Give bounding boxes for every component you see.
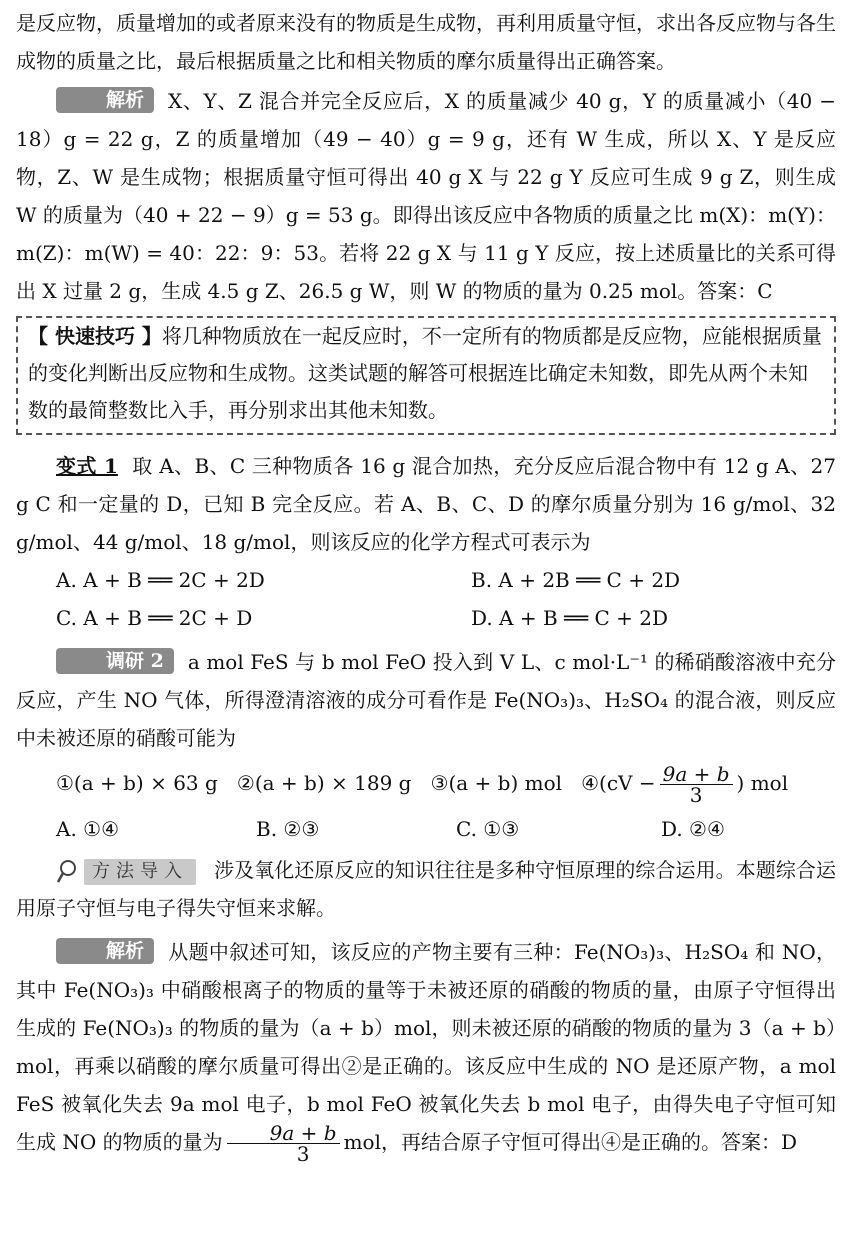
research-2-option-a: A. ①④	[56, 817, 120, 841]
choice-1: ①(a + b) × 63 g	[56, 771, 218, 795]
choice-4	[581, 762, 789, 807]
quick-tip-box	[16, 316, 836, 435]
analysis-2-text-a: 从题中叙述可知，该反应的产物主要有三种：Fe(NO₃)₃、H₂SO₄ 和 NO，其中 Fe(NO₃)₃ 中硝酸根离子的物质的量等于未被还原的硝酸的物质的量，由原子守恒得出生成的 Fe(NO₃)₃ 的物质的量为（a + b）mol，则未被还原的硝酸的物质的量为 3（a + b）mol，再乘以硝酸的摩尔质量可得出②是正确的。该反应中生成的 NO 是还原产物，a mol FeS 被氧化失去 9a mol 电子，b mol FeO 被氧化失去 b mol 电子，由得失电子守恒可知生成 NO 的物质的量为	[16, 940, 836, 1154]
choice-2: ②(a + b) × 189 g	[236, 771, 412, 795]
analysis-1-tag: 解析	[56, 87, 154, 113]
variant-1-option-d: D. A + B ══ C + 2D	[471, 606, 668, 630]
analysis-2-tag: 解析	[56, 938, 154, 964]
variant-1-option-b: B. A + 2B ══ C + 2D	[471, 568, 681, 592]
quick-tip-label: 【 快速技巧 】	[28, 324, 162, 348]
document-page	[16, 0, 836, 1164]
research-2	[16, 643, 836, 757]
variant-1-option-c: C. A + B ══ 2C + D	[56, 606, 253, 630]
method-intro	[16, 851, 836, 927]
choice-4-numerator: 9a + b	[660, 764, 733, 785]
analysis-1	[16, 82, 836, 310]
analysis-1-text: X、Y、Z 混合并完全反应后，X 的质量减少 40 g，Y 的质量减小（40 − 18）g = 22 g，Z 的质量增加（49 − 40）g = 9 g，还有 W 生成，所以 X、Y 是反应物，Z、W 是生成物；根据质量守恒可得出 40 g X 与 22 g Y 反应可生成 9 g Z，则生成 W 的质量为（40 + 22 − 9）g = 53 g。即得出该反应中各物质的质量之比 m(X)：m(Y)：m(Z)：m(W) = 40：22：9：53。若将 22 g X 与 11 g Y 反应，按上述质量比的关系可得出 X 过量 2 g，生成 4.5 g Z、26.5 g W，则 W 的物质的量为 0.25 mol。答案：C	[16, 89, 836, 303]
research-2-options	[16, 809, 836, 849]
analysis-2-denominator: 3	[296, 1142, 310, 1166]
research-2-option-d: D. ②④	[661, 817, 725, 841]
analysis-2-numerator: 9a + b	[227, 1123, 340, 1144]
quick-tip-text: 将几种物质放在一起反应时，不一定所有的物质都是反应物，应能根据质量的变化判断出反应物和生成物。这类试题的解答可根据连比确定未知数，即先从两个未知数的最简整数比入手，再分别求出其他未知数。	[28, 324, 822, 422]
method-badge-group	[56, 859, 196, 885]
research-2-choices	[16, 757, 836, 809]
research-2-option-b: B. ②③	[256, 817, 320, 841]
choice-4-denominator: 3	[689, 783, 703, 807]
variant-1-label: 变式 1	[56, 454, 118, 478]
analysis-2	[16, 933, 836, 1164]
analysis-2-fraction	[227, 1123, 340, 1164]
magnifier-icon	[56, 859, 78, 885]
method-text: 涉及氧化还原反应的知识往往是多种守恒原理的综合运用。本题综合运用原子守恒与电子得失守恒来求解。	[16, 858, 836, 920]
variant-1	[16, 447, 836, 561]
choice-4-prefix: ④(cV −	[581, 771, 656, 795]
research-2-text: a mol FeS 与 b mol FeO 投入到 V L、c mol·L⁻¹ 的稀硝酸溶液中充分反应，产生 NO 气体，所得澄清溶液的成分可看作是 Fe(NO₃)₃、H₂SO₄ 的混合液，则反应中未被还原的硝酸可能为	[16, 650, 836, 750]
choice-3: ③(a + b) mol	[430, 771, 563, 795]
choice-4-suffix: ) mol	[736, 771, 789, 795]
variant-1-text: 取 A、B、C 三种物质各 16 g 混合加热，充分反应后混合物中有 12 g A、27 g C 和一定量的 D，已知 B 完全反应。若 A、B、C、D 的摩尔质量分别为 16 g/mol、32 g/mol、44 g/mol、18 g/mol，则该反应的化学方程式可表示为	[16, 454, 836, 554]
variant-1-option-a: A. A + B ══ 2C + 2D	[56, 568, 265, 592]
choice-4-fraction	[660, 764, 733, 805]
method-label: 方法导入	[84, 859, 196, 885]
intro-paragraph: 是反应物，质量增加的或者原来没有的物质是生成物，再利用质量守恒，求出各反应物与各生成物的质量之比，最后根据质量之比和相关物质的摩尔质量得出正确答案。	[16, 11, 836, 73]
research-2-option-c: C. ①③	[456, 817, 520, 841]
variant-1-options	[16, 561, 836, 637]
research-2-tag: 调研 2	[56, 648, 174, 674]
analysis-2-text-b: mol，再结合原子守恒可得出④是正确的。答案：D	[343, 1130, 797, 1154]
